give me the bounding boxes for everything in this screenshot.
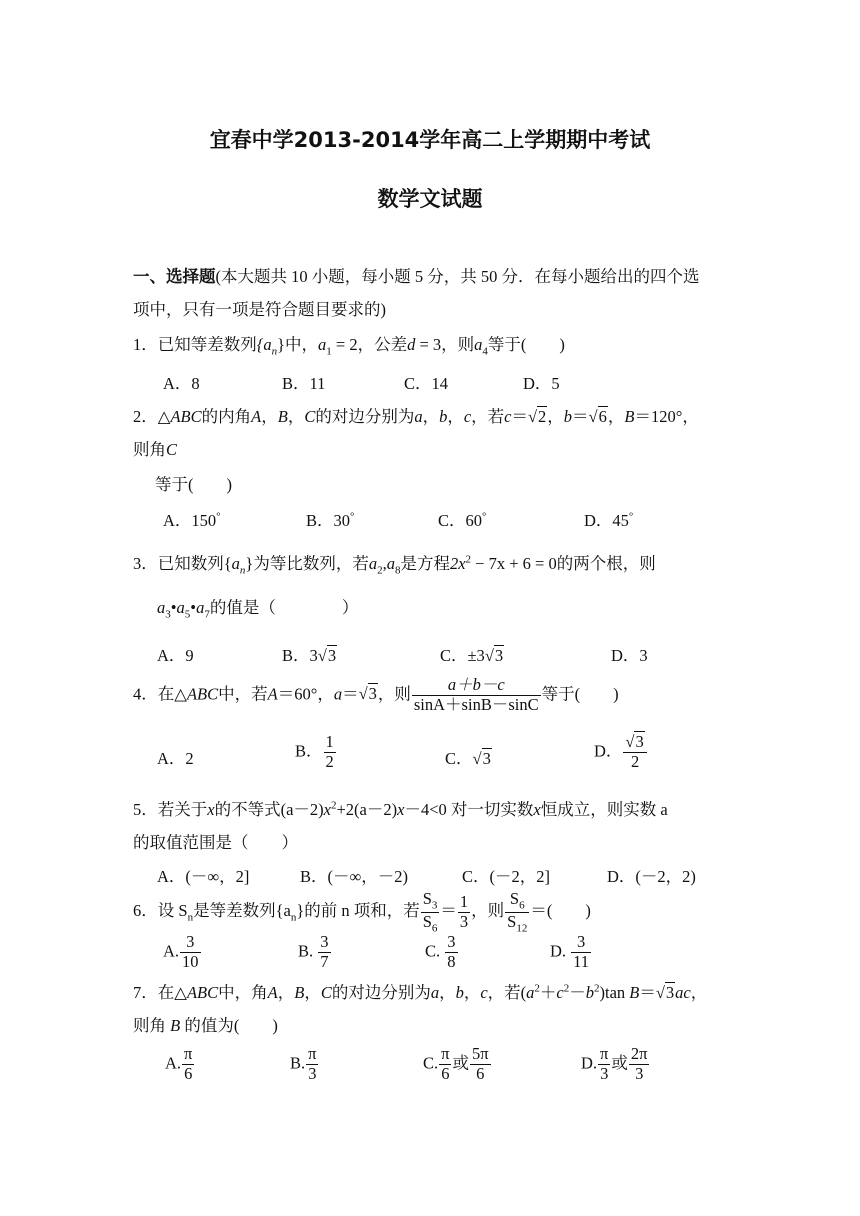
q2-text: 的对边分别为 — [315, 407, 415, 426]
section-instructions-line1: (本大题共 10 小题，每小题 5 分，共 50 分．在每小题给出的四个选 — [215, 267, 700, 286]
q1-d-eq: = 3 — [415, 335, 442, 354]
q2-sep: ， — [422, 407, 440, 426]
q4-fraction: $\frac{a+b-c}{\sin A+\sin B-\sin C}$ — [413, 675, 539, 714]
q2-sep: ， — [261, 407, 278, 426]
q1-seq: {a — [256, 335, 272, 354]
q7-line2: 则角 B 的值为( ) — [133, 1016, 278, 1035]
sqrt-6: √6 — [588, 407, 607, 426]
question-number: 5． — [133, 800, 158, 819]
option-c[interactable]: C．60° — [438, 510, 487, 530]
option-a[interactable]: A. $\frac{3}{10}$ — [163, 932, 199, 971]
q2-B: B — [624, 407, 635, 426]
option-b[interactable]: B. $\frac{\pi}{3}$ — [290, 1044, 317, 1083]
q1-seq-sub: n — [271, 345, 278, 358]
page-subtitle: 数学文试题 — [377, 187, 483, 211]
question-5: 5．若关于x的不等式$(a-2)x^2+2(a-2)x-4<0$ 对一切实数x恒成立，则实数 a — [133, 799, 668, 819]
option-a[interactable]: A．2 — [157, 749, 194, 768]
q2-line2: 则角C — [133, 440, 178, 459]
option-c[interactable]: C．14 — [404, 374, 449, 393]
q1-text: 等于( ) — [487, 335, 565, 354]
option-d[interactable]: D．5 — [523, 374, 560, 393]
q2-text: 的内角 — [201, 407, 252, 426]
q2-comma: ， — [682, 407, 699, 426]
option-b[interactable]: B．3√3 — [282, 646, 337, 665]
q2-C: C — [304, 407, 316, 426]
option-d[interactable]: D．3 — [611, 646, 648, 665]
option-c[interactable]: C．±3√3 — [440, 646, 504, 665]
option-a[interactable]: A．9 — [157, 646, 194, 665]
q1-d: d — [407, 335, 416, 354]
option-b[interactable]: B．30° — [306, 510, 355, 530]
question-number: 4． — [133, 684, 158, 704]
q2-b: b — [563, 407, 573, 426]
question-1 — [133, 331, 565, 357]
q2-eq: ＝ — [511, 407, 528, 426]
section-instructions-line2: 项中，只有一项是符合题目要求的) — [133, 300, 386, 319]
option-c[interactable]: C．(－2，2] — [462, 867, 550, 886]
q1-text: 中， — [285, 335, 319, 354]
q2-triangle: △ — [157, 407, 171, 426]
option-d[interactable]: D．(－2，2) — [607, 867, 696, 886]
question-number: 1． — [133, 335, 158, 354]
q1-a4: a — [474, 335, 483, 354]
q2-B-eq: ＝120° — [634, 407, 683, 426]
q2-sep: ， — [547, 407, 564, 426]
question-3: 3．已知数列$\{a_n\}$为等比数列，若$a_2,a_8$是方程$2x^2 - 7x + 6 = 0$的两个根，则 — [133, 553, 656, 577]
question-2 — [133, 403, 699, 427]
q2-c: c — [504, 407, 512, 426]
question-number: 7． — [133, 983, 158, 1002]
q1-a4-sub: 4 — [482, 345, 488, 358]
option-c[interactable]: C. $\frac{\pi}{6}$ 或 $\frac{5\pi}{6}$ — [423, 1044, 489, 1083]
q2-abc: ABC — [170, 407, 202, 426]
option-a[interactable]: A. $\frac{\pi}{6}$ — [165, 1044, 193, 1083]
q2-A: A — [251, 407, 262, 426]
q1-seq-end: } — [277, 335, 286, 354]
option-c[interactable]: C．√3 — [445, 749, 491, 768]
q2-B: B — [277, 407, 288, 426]
sqrt-2: √2 — [527, 407, 547, 426]
option-b[interactable]: B. $\frac{3}{7}$ — [298, 932, 329, 971]
option-b[interactable]: B．(－∞，－2) — [300, 867, 409, 886]
option-a[interactable]: A．150° — [163, 510, 221, 530]
section-header — [133, 263, 700, 287]
question-number: 6． — [133, 901, 158, 921]
option-a[interactable]: A．8 — [163, 374, 200, 393]
q2-line3: 等于( ) — [155, 475, 232, 494]
q2-eq: ＝ — [572, 407, 589, 426]
option-b[interactable]: B．11 — [282, 374, 326, 393]
page-title: 宜春中学2013-2014学年高二上学期期中考试 — [209, 128, 651, 152]
q1-a1: a — [318, 335, 327, 354]
question-4: 4．在△ABC中，若A＝60°，a＝√3，则 $\frac{a+b-c}{\sin A+\sin B-\sin C}$ 等于( ) — [133, 675, 619, 714]
section-label: 一、选择题 — [133, 267, 216, 286]
question-7: 7．在△ABC中，角A，B，C的对边分别为a，b，c，若$(a^2+c^2-b^2)\tan$ B＝√3ac， — [133, 982, 708, 1002]
q2-sep: ， — [447, 407, 464, 426]
q2-text: ，若 — [471, 407, 505, 426]
q1-a1-sub: 1 — [326, 345, 332, 358]
option-a[interactable]: A．(－∞，2] — [157, 867, 250, 886]
question-number: 2． — [133, 407, 158, 426]
option-d[interactable]: D．45° — [584, 510, 634, 530]
q1-text: ，则 — [441, 335, 475, 354]
q1-a1-eq: = 2 — [331, 335, 358, 354]
q2-b: b — [439, 407, 448, 426]
option-d[interactable]: D. $\frac{\pi}{3}$ 或 $\frac{2\pi}{3}$ — [581, 1044, 648, 1083]
question-6: 6．设 $S_n$是等差数列$\{a_n\}$的前 n 项和，若 $\frac{S_3}{S_6}$ ＝ $\frac{1}{3}$ ，则 $\frac{S_6}{S_{12}}$ ＝( ) — [133, 889, 591, 935]
q2-c: c — [463, 407, 472, 426]
option-d[interactable]: D． $\frac{√3}{2}$ — [594, 733, 648, 772]
question-number: 3． — [133, 554, 158, 573]
q1-text: ，公差 — [357, 335, 408, 354]
q2-a: a — [414, 407, 423, 426]
option-b[interactable]: B． $\frac{1}{2}$ — [295, 732, 334, 771]
option-c[interactable]: C. $\frac{3}{8}$ — [425, 932, 456, 971]
q5-line2: 的取值范围是（ ） — [133, 833, 298, 852]
q3-line2: $a_3•a_5•a_7$的值是（ ） — [157, 598, 359, 621]
q2-sep: ， — [287, 407, 305, 426]
q2-sep: ， — [607, 407, 625, 426]
option-d[interactable]: D. $\frac{3}{11}$ — [550, 932, 590, 971]
q1-text: 已知等差数列 — [157, 335, 257, 354]
